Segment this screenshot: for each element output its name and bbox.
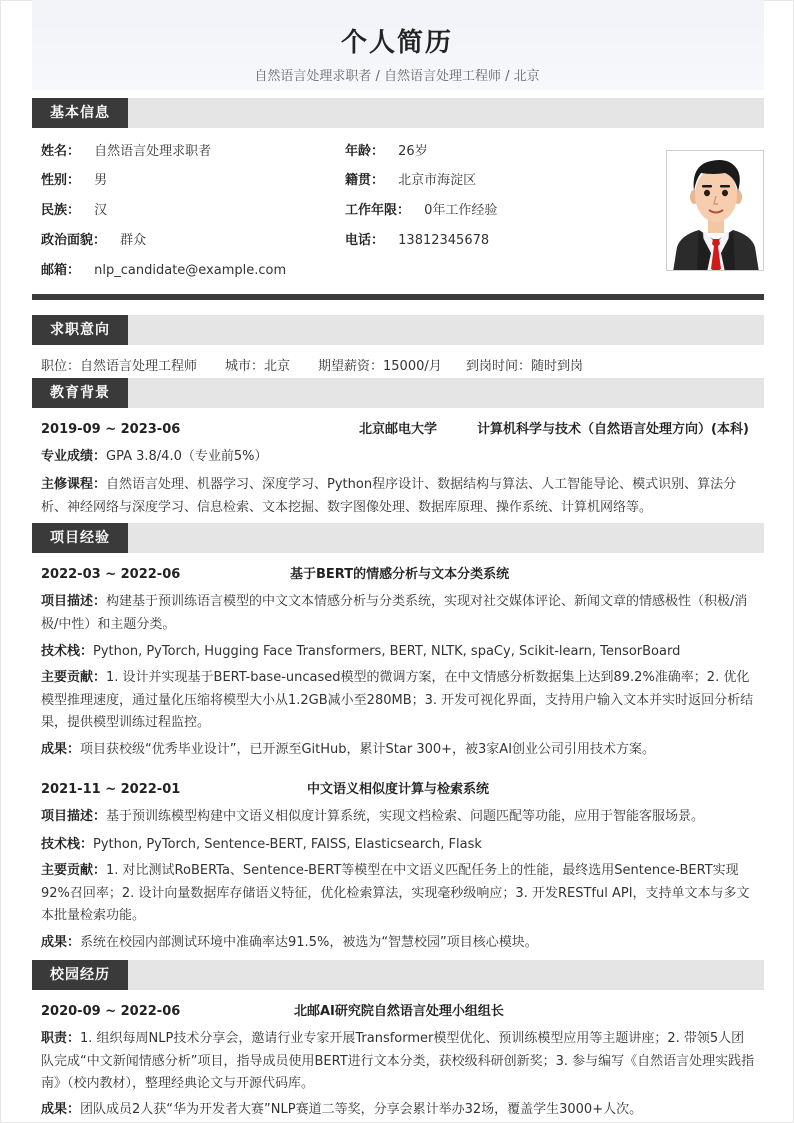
intent-salary: 期望薪资：15000/月: [318, 359, 442, 374]
intent-city: 城市：北京: [225, 359, 291, 374]
contrib-value: 1. 对比测试RoBERTa、Sentence-BERT等模型在中文语义匹配任务上的性能，最终选用Sentence-BERT实现92%召回率；2. 设计向量数据库存储语义特征，优化检索算法，实现毫秒级响应；3. 开发RESTful API，支持单文本与多文本批量检索功能。: [41, 863, 750, 923]
name-row: [41, 141, 211, 163]
education-gpa-row: [41, 446, 267, 468]
section-label: 求职意向: [32, 315, 128, 345]
section-label: 基本信息: [32, 98, 128, 128]
stack-value: Python, PyTorch, Sentence-BERT, FAISS, Elasticsearch, Flask: [93, 837, 482, 852]
native-value: 北京市海淀区: [398, 173, 477, 188]
name-label: 姓名：: [41, 144, 81, 159]
intent-arrival: 到岗时间：随时到岗: [466, 359, 584, 374]
result-value: 系统在校园内部测试环境中准确率达91.5%，被选为“智慧校园”项目核心模块。: [80, 935, 538, 950]
campus-result: [41, 1099, 757, 1122]
result-value: 项目获校级“优秀毕业设计”，已开源至GitHub，累计Star 300+，被3家AI创业公司引用技术方案。: [80, 742, 656, 757]
avatar-photo: [666, 150, 764, 271]
phone-label: 电话：: [345, 233, 385, 248]
email-row: [41, 260, 286, 282]
project-2-contrib: [41, 860, 757, 928]
education-date: 2019-09 ~ 2023-06: [41, 422, 181, 437]
desc-label: 项目描述：: [41, 594, 107, 609]
native-row: [345, 170, 476, 192]
contrib-value: 1. 设计并实现基于BERT-base-uncased模型的微调方案，在中文情感分析数据集上达到89.2%准确率；2. 优化模型推理速度，通过量化压缩将模型大小从1.2GB减小至280MB；3. 开发可视化界面，支持用户输入文本并实时返回分析结果，提供模型训练过程监控。: [41, 670, 754, 730]
education-courses: [41, 474, 757, 519]
result-value: 团队成员2人获“华为开发者大赛”NLP赛道二等奖，分享会累计举办32场，覆盖学生3000+人次。: [80, 1102, 643, 1117]
result-label: 成果：: [41, 742, 81, 757]
page-title: 个人简历: [340, 28, 453, 58]
divider-bar: [32, 294, 764, 300]
section-label: 项目经验: [32, 523, 128, 553]
result-label: 成果：: [41, 1102, 81, 1117]
campus-date: 2020-09 ~ 2022-06: [41, 1004, 181, 1019]
age-label: 年龄：: [345, 144, 385, 159]
years-row: [345, 200, 497, 222]
project-2-result: [41, 932, 757, 955]
ethnic-label: 民族：: [41, 203, 81, 218]
project-1-desc: [41, 591, 757, 636]
section-education: [32, 378, 764, 408]
desc-value: 构建基于预训练语言模型的中文文本情感分析与分类系统，实现对社交媒体评论、新闻文章的情感极性（积极/消极/中性）和主题分类。: [41, 594, 748, 632]
education-school: 北京邮电大学: [359, 422, 438, 437]
courses-value: 自然语言处理、机器学习、深度学习、Python程序设计、数据结构与算法、人工智能导论、模式识别、算法分析、神经网络与深度学习、信息检索、文本挖掘、数字图像处理、数据库原理、操作系统、计算机网络等。: [41, 477, 737, 515]
political-label: 政治面貌：: [41, 233, 107, 248]
page-subtitle: 自然语言处理求职者 / 自然语言处理工程师 / 北京: [254, 69, 540, 84]
result-label: 成果：: [41, 935, 81, 950]
duty-label: 职责：: [41, 1031, 81, 1046]
education-major: 计算机科学与技术（自然语言处理方向）(本科): [477, 422, 749, 437]
section-basic-info: [32, 98, 764, 128]
email-label: 邮箱：: [41, 263, 81, 278]
political-row: [41, 230, 146, 252]
project-2-date: 2021-11 ~ 2022-01: [41, 782, 181, 797]
courses-label: 主修课程：: [41, 477, 107, 492]
contrib-label: 主要贡献：: [41, 670, 107, 685]
section-projects: [32, 523, 764, 553]
gpa-label: 专业成绩：: [41, 449, 107, 464]
section-label: 教育背景: [32, 378, 128, 408]
contrib-label: 主要贡献：: [41, 863, 107, 878]
ethnic-value: 汉: [94, 203, 108, 218]
name-value: 自然语言处理求职者: [94, 144, 212, 159]
native-label: 籍贯：: [345, 173, 385, 188]
stack-value: Python, PyTorch, Hugging Face Transformers, BERT, NLTK, spaCy, Scikit-learn, TensorBoard: [93, 644, 681, 659]
gender-value: 男: [94, 173, 108, 188]
project-1-stack: [41, 641, 757, 664]
intent-position: 职位：自然语言处理工程师: [41, 359, 198, 374]
project-2-name: 中文语义相似度计算与检索系统: [307, 782, 490, 797]
age-value: 26岁: [398, 144, 428, 159]
section-campus: [32, 960, 764, 990]
gender-label: 性别：: [41, 173, 81, 188]
section-job-intent: [32, 315, 764, 345]
project-1-date: 2022-03 ~ 2022-06: [41, 567, 181, 582]
gpa-value: GPA 3.8/4.0（专业前5%）: [106, 449, 268, 464]
project-1-result: [41, 739, 757, 762]
stack-label: 技术栈：: [41, 837, 94, 852]
campus-role: 北邮AI研究院自然语言处理小组组长: [294, 1004, 504, 1019]
project-1-name: 基于BERT的情感分析与文本分类系统: [290, 567, 510, 582]
project-2-stack: [41, 834, 757, 857]
years-label: 工作年限：: [345, 203, 411, 218]
desc-value: 基于预训练模型构建中文语义相似度计算系统，实现文档检索、问题匹配等功能，应用于智能客服场景。: [106, 809, 705, 824]
gender-row: [41, 170, 107, 192]
stack-label: 技术栈：: [41, 644, 94, 659]
project-2-desc: [41, 806, 757, 829]
phone-value: 13812345678: [398, 233, 490, 248]
desc-label: 项目描述：: [41, 809, 107, 824]
avatar-man-suit-icon: [667, 151, 764, 271]
email-value: nlp_candidate@example.com: [94, 263, 287, 278]
age-row: [345, 141, 428, 163]
campus-duty: [41, 1028, 757, 1096]
duty-value: 1. 组织每周NLP技术分享会，邀请行业专家开展Transformer模型优化、预训练模型应用等主题讲座；2. 带领5人团队完成“中文新闻情感分析”项目，指导成员使用BERT进行文本分类，获校级科研创新奖；3. 参与编写《自然语言处理实践指南》（校内教材），整理经典论文与开源代码库。: [41, 1031, 755, 1091]
phone-row: [345, 230, 489, 252]
political-value: 群众: [120, 233, 147, 248]
years-value: 0年工作经验: [424, 203, 498, 218]
ethnic-row: [41, 200, 107, 222]
section-label: 校园经历: [32, 960, 128, 990]
project-1-contrib: [41, 667, 757, 735]
